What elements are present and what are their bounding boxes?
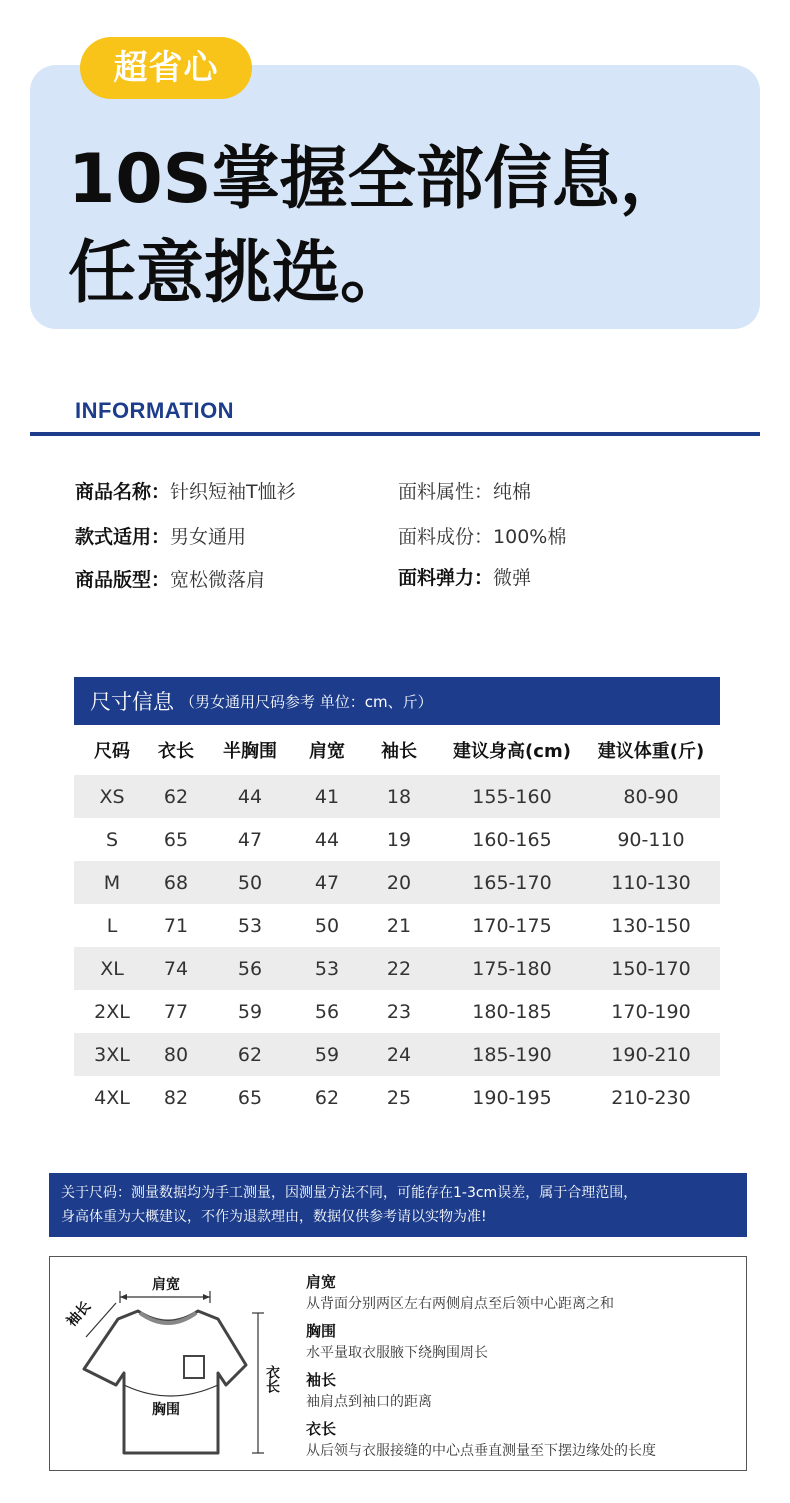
cell: 130-150 [611,914,691,937]
def-title: 衣长 [306,1420,337,1438]
cell: 62 [314,1086,340,1109]
attr-value: 100%棉 [493,526,567,548]
attr-cut [75,565,265,592]
attr-label: 面料弹力： [398,567,494,589]
attr-label: 商品版型： [75,569,171,591]
size-note-line-2: 身高体重为大概建议，不作为退款理由，数据仅供参考请以实物为准! [61,1209,487,1225]
cell: S [105,828,119,851]
cell: 56 [202,947,298,990]
cell: 59 [237,1000,263,1023]
attr-fabric-composition [398,522,566,549]
cell: 65 [237,1086,263,1109]
cell: 160-165 [472,828,552,851]
tshirt-measurement-diagram-icon [50,1257,300,1472]
cell: 19 [386,828,412,851]
badge-label: 超省心 [80,37,252,99]
cell: 185-190 [442,1033,582,1076]
cell: 56 [314,1000,340,1023]
attr-label: 面料成份： [398,526,494,548]
table-row [74,904,720,947]
cell: 53 [298,947,356,990]
cell: 150-170 [582,947,720,990]
table-row [74,818,720,861]
cell: 53 [237,914,263,937]
table-row [74,990,720,1033]
cell: 80-90 [582,775,720,818]
cell: L [106,914,118,937]
column-header: 建议体重(斤) [597,741,705,762]
def-text: 从背面分别两区左右两侧肩点至后领中心距离之和 [306,1296,614,1312]
cell: 110-130 [582,861,720,904]
size-chart-title: 尺寸信息 [90,690,174,714]
sleeve-label: 袖长 [63,1298,95,1331]
cell: 4XL [94,1086,130,1109]
cell: 50 [202,861,298,904]
cell: 47 [298,861,356,904]
column-header: 建议身高(cm) [453,741,571,762]
attr-value: 宽松微落肩 [170,569,266,591]
cell: 74 [150,947,202,990]
cell: 170-190 [611,1000,691,1023]
table-row [74,861,720,904]
cell: 190-195 [472,1086,552,1109]
chest-label: 胸围 [152,1402,180,1418]
shoulder-label: 肩宽 [152,1277,180,1293]
cell: 90-110 [617,828,685,851]
cell: 18 [356,775,442,818]
cell: M [74,861,150,904]
cell: 50 [314,914,340,937]
size-chart-subtitle: （男女通用尺码参考 单位：cm、斤） [180,692,433,711]
table-row [74,775,720,818]
cell: 21 [386,914,412,937]
attr-fit-gender [75,522,246,549]
cell: 170-175 [472,914,552,937]
cell: 155-160 [442,775,582,818]
table-row [74,1076,720,1119]
cell: 59 [298,1033,356,1076]
cell: 80 [150,1033,202,1076]
headline-line-2: 任意挑选。 [68,234,409,313]
attr-value: 男女通用 [170,526,247,548]
def-text: 从后领与衣服接缝的中心点垂直测量至下摆边缘处的长度 [306,1443,656,1459]
column-header: 半胸围 [223,741,277,762]
cell: 44 [202,775,298,818]
def-text: 袖肩点到袖口的距离 [306,1394,432,1410]
cell: 3XL [74,1033,150,1076]
cell: 24 [356,1033,442,1076]
cell: 175-180 [442,947,582,990]
cell: 20 [356,861,442,904]
attr-label: 商品名称： [75,481,171,503]
cell: 62 [202,1033,298,1076]
attr-label: 面料属性： [398,481,494,503]
cell: 23 [386,1000,412,1023]
column-header: 肩宽 [309,741,345,762]
cell: 165-170 [442,861,582,904]
headline [68,133,758,321]
attr-label: 款式适用： [75,526,171,548]
size-table-header-row [74,725,720,775]
table-row [74,947,720,990]
length-label: 衣长 [264,1365,280,1393]
attr-product-name [75,477,296,504]
measurement-guide [49,1256,747,1471]
cell: 44 [314,828,340,851]
cell: 41 [298,775,356,818]
information-divider [30,432,760,436]
attr-value: 微弹 [493,567,532,589]
attr-fabric-property [398,477,531,504]
cell: 22 [356,947,442,990]
def-title: 胸围 [306,1322,337,1340]
information-heading: INFORMATION [75,398,235,423]
column-header: 袖长 [381,741,417,762]
def-title: 袖长 [306,1371,337,1389]
cell: 2XL [94,1000,130,1023]
cell: 47 [237,828,263,851]
attr-value: 纯棉 [493,481,532,503]
headline-line-1: 10S掌握全部信息， [68,140,688,219]
table-row [74,1033,720,1076]
size-chart-header [74,677,720,725]
cell: 180-185 [472,1000,552,1023]
def-text: 水平量取衣服腋下绕胸围周长 [306,1345,488,1361]
measurement-definitions [306,1271,746,1467]
cell: XL [74,947,150,990]
attr-elasticity [398,563,531,590]
def-title: 肩宽 [306,1273,337,1291]
cell: 82 [163,1086,189,1109]
size-table [74,725,720,1119]
cell: XS [74,775,150,818]
cell: 65 [163,828,189,851]
size-note-line-1: 关于尺码：测量数据均为手工测量，因测量方法不同，可能存在1-3cm误差，属于合理范围， [61,1185,638,1201]
cell: 71 [163,914,189,937]
cell: 68 [150,861,202,904]
cell: 210-230 [611,1086,691,1109]
size-chart [74,677,720,1119]
column-header: 尺码 [94,741,130,762]
attr-value: 针织短袖T恤衫 [170,481,296,503]
cell: 25 [386,1086,412,1109]
cell: 190-210 [582,1033,720,1076]
column-header: 衣长 [158,741,194,762]
cell: 77 [163,1000,189,1023]
size-note [49,1173,747,1237]
cell: 62 [150,775,202,818]
